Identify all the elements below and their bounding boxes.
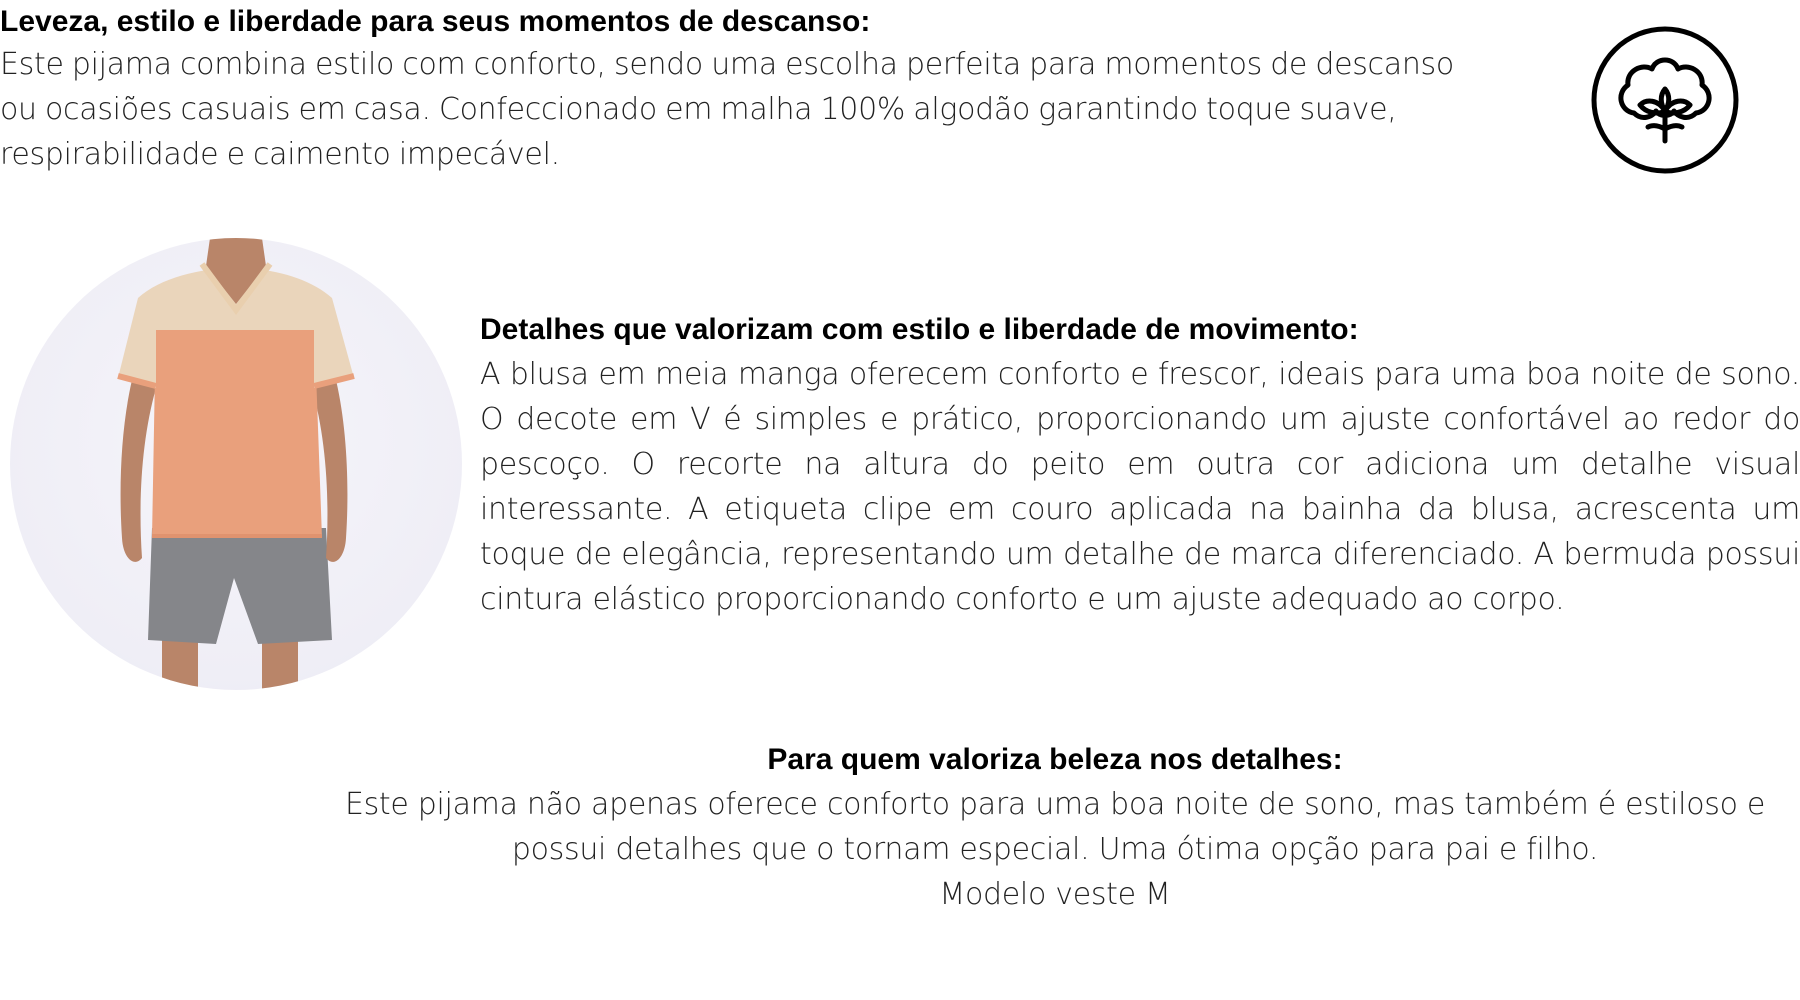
closing-line: Este pijama não apenas oferece conforto para uma boa noite de sono, mas também é estiloso e (344, 787, 1766, 822)
details-heading: Detalhes que valorizam com estilo e liberdade de movimento: (480, 313, 1359, 346)
intro-line: respirabilidade e caimento impecável. (0, 137, 560, 172)
intro-section (0, 2, 1500, 177)
intro-line: Este pijama combina estilo com conforto, sendo uma escolha perfeita para momentos de descanso (0, 47, 1454, 82)
cotton-flower-icon (1590, 25, 1740, 175)
closing-line: possui detalhes que o tornam especial. Uma ótima opção para pai e filho. (511, 832, 1599, 867)
intro-line: ou ocasiões casuais em casa. Confeccionado em malha 100% algodão garantindo toque suave, (0, 92, 1397, 127)
details-section (480, 308, 1800, 622)
product-photo (10, 238, 462, 690)
details-paragraph: A blusa em meia manga oferecem conforto e frescor, ideais para uma boa noite de sono. O decote em V é simples e prático, proporcionando um ajuste confortável ao redor do pescoço. O recorte na altura do peito em outra cor adiciona um detalhe visual interessante. A etiqueta clipe em couro aplicada na bainha da blusa, acrescenta um toque de elegância, representando um detalhe de marca diferenciado. A bermuda possui cintura elástico proporcionando conforto e um ajuste adequado ao corpo. (480, 357, 1800, 617)
closing-heading: Para quem valoriza beleza nos detalhes: (767, 743, 1343, 776)
closing-section (300, 738, 1800, 917)
model-size-note: Modelo veste M (939, 877, 1171, 912)
intro-heading: Leveza, estilo e liberdade para seus momentos de descanso: (0, 5, 871, 38)
